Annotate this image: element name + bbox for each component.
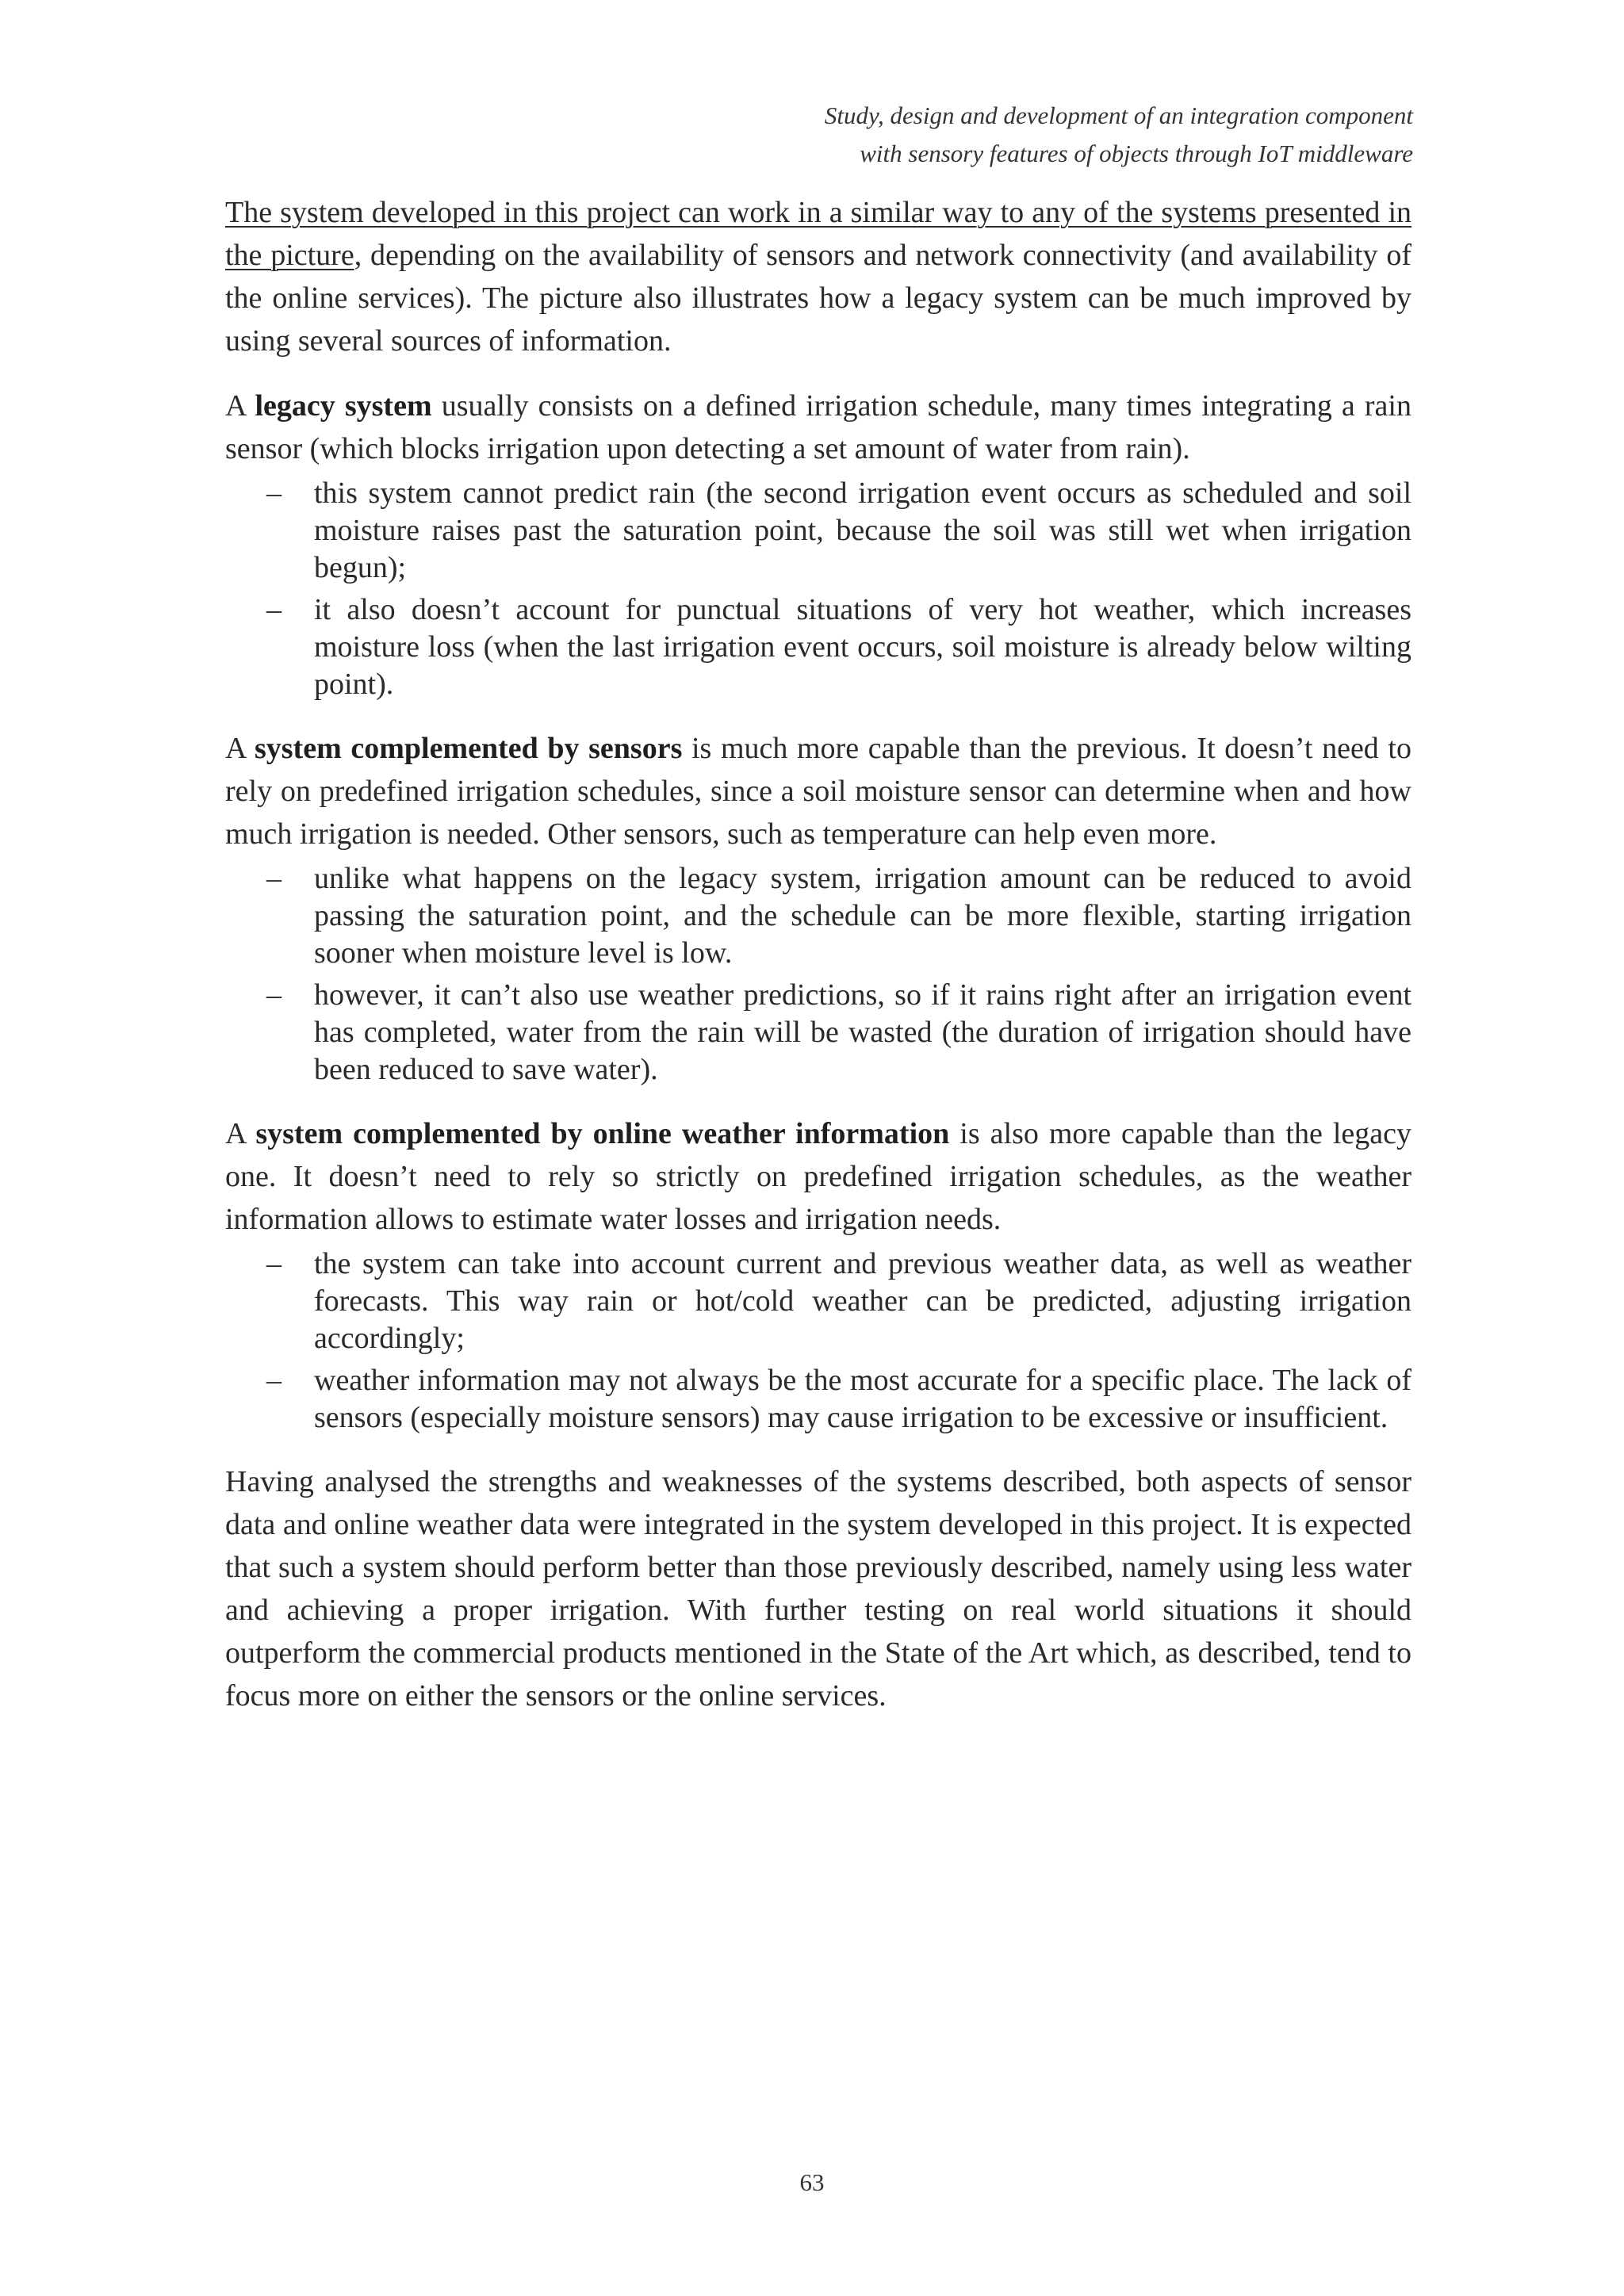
legacy-system-list xyxy=(225,475,1411,703)
list-item xyxy=(225,860,1411,972)
list-item-text: the system can take into account current and previous weather data, as well as weather forecasts. This way rain or hot/cold weather can be predicted, adjusting irrigation accordingly; xyxy=(314,1247,1411,1355)
dash-bullet: – xyxy=(266,978,282,1012)
paragraph-weather-system xyxy=(225,1112,1411,1241)
paragraph-intro xyxy=(225,191,1411,362)
list-item xyxy=(225,591,1411,703)
list-item-text: it also doesn’t account for punctual situations of very hot weather, which increases moisture loss (when the last irrigation event occurs, soil moisture is already below wilting point). xyxy=(314,593,1411,701)
page-number: 63 xyxy=(799,2168,825,2196)
weather-system-list xyxy=(225,1246,1411,1437)
paragraph-weather-rest: is also more capable than the legacy one. It doesn’t need to rely so strictly on predefined irrigation schedules, as the weather information allows to estimate water losses and irrigation needs. xyxy=(225,1117,1411,1236)
dash-bullet: – xyxy=(266,476,282,510)
running-header-line-1: Study, design and development of an integration component xyxy=(824,101,1413,129)
paragraph-prefix: A xyxy=(225,389,255,423)
list-item-text: unlike what happens on the legacy system, irrigation amount can be reduced to avoid passing the saturation point, and the schedule can be more flexible, starting irrigation sooner when moisture level is low. xyxy=(314,862,1411,970)
term-system-complemented-by-online-weather: system complemented by online weather information xyxy=(255,1117,950,1150)
paragraph-prefix: A xyxy=(225,732,255,765)
underlined-phrase: The system developed in this project can work in a similar way to any of the systems presented in the picture xyxy=(225,196,1411,272)
running-header-line-2: with sensory features of objects through IoT middleware xyxy=(860,140,1413,167)
paragraph-prefix: A xyxy=(225,1117,256,1150)
paragraph-legacy-rest: usually consists on a defined irrigation schedule, many times integrating a rain sensor (which blocks irrigation upon detecting a set amount of water from rain). xyxy=(225,389,1411,465)
body-text xyxy=(225,191,1411,1739)
list-item xyxy=(225,1362,1411,1437)
paragraph-sensors-rest: is much more capable than the previous. It doesn’t need to rely on predefined irrigation schedules, since a soil moisture sensor can determine when and how much irrigation is needed. Other sensors, such as temperature can help even more. xyxy=(225,732,1411,851)
term-legacy-system: legacy system xyxy=(255,389,432,423)
list-item xyxy=(225,1246,1411,1357)
sensors-system-list xyxy=(225,860,1411,1089)
list-item-text: however, it can’t also use weather predictions, so if it rains right after an irrigation event has completed, water from the rain will be wasted (the duration of irrigation should have been reduced to save water). xyxy=(314,978,1411,1086)
dash-bullet: – xyxy=(266,1247,282,1280)
list-item xyxy=(225,977,1411,1089)
dash-bullet: – xyxy=(266,862,282,895)
running-header xyxy=(825,97,1413,173)
paragraph-legacy-system xyxy=(225,385,1411,470)
dash-bullet: – xyxy=(266,593,282,626)
term-system-complemented-by-sensors: system complemented by sensors xyxy=(254,732,683,765)
paragraph-sensors-system xyxy=(225,727,1411,855)
paragraph-intro-rest: , depending on the availability of sensors and network connectivity (and availability of the online services). The picture also illustrates how a legacy system can be much improved by using several sources of information. xyxy=(225,239,1411,358)
list-item-text: weather information may not always be the most accurate for a specific place. The lack of sensors (especially moisture sensors) may cause irrigation to be excessive or insufficient. xyxy=(314,1364,1411,1434)
list-item xyxy=(225,475,1411,587)
dash-bullet: – xyxy=(266,1364,282,1397)
paragraph-conclusion: Having analysed the strengths and weaknesses of the systems described, both aspects of sensor data and online weather data were integrated in the system developed in this project. It is expected that such a system should perform better than those previously described, namely using less water and achieving a proper irrigation. With further testing on real world situations it should outperform the commercial products mentioned in the State of the Art which, as described, tend to focus more on either the sensors or the online services. xyxy=(225,1465,1411,1712)
list-item-text: this system cannot predict rain (the second irrigation event occurs as scheduled and soil moisture raises past the saturation point, because the soil was still wet when irrigation begun); xyxy=(314,476,1411,584)
